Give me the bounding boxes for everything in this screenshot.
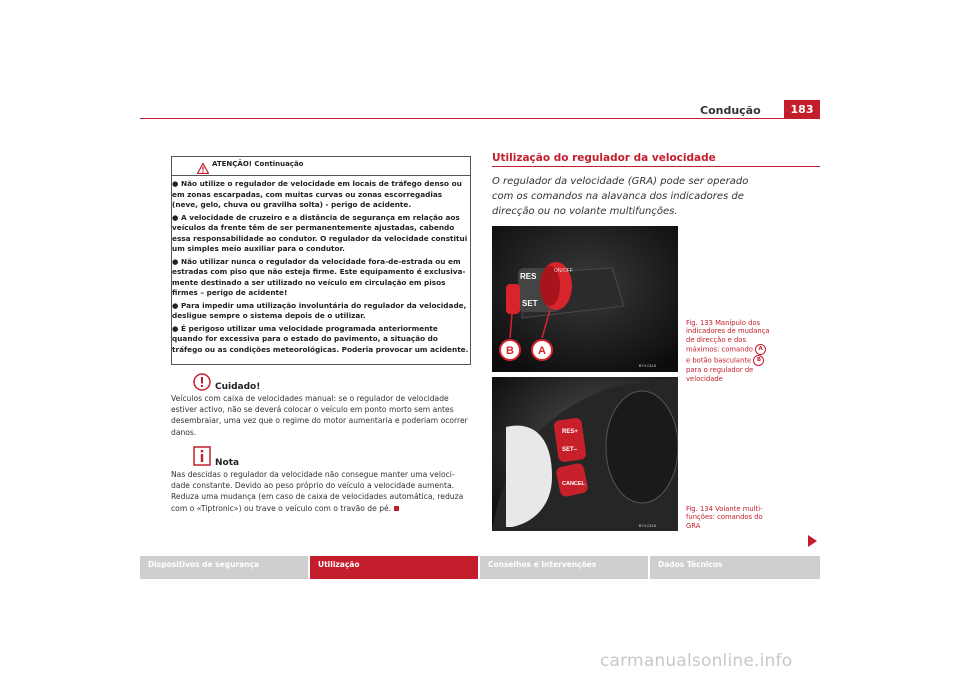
- end-of-section-mark: [394, 506, 399, 511]
- warning-item: ● A velocidade de cruzeiro e a distância de segurança em relação aos veículos da frente têm de ser permanentemente ajustadas, cabendo essa responsabilidade ao condutor. O regulador da velocidade constitui um simples meio auxiliar para o condutor.: [172, 212, 468, 253]
- stalk-onoff-label: ON/OFF: [554, 268, 573, 274]
- warning-list: [172, 179, 470, 357]
- callout-b-icon: B: [753, 355, 764, 366]
- warning-item: ● Não utilize o regulador de velocidade em locais de tráfego denso ou em zonas escarpadas, com muitas curvas ou zonas escorregadias (neve, gelo, chuva ou gravilha solta) - perigo de acidente.: [172, 179, 462, 209]
- section-heading-rule: [492, 166, 820, 167]
- watermark: carmanualsonline.info: [600, 651, 793, 671]
- wheel-cancel-label: CANCEL: [562, 481, 585, 487]
- figure-134-code: B7V-0116: [638, 523, 656, 528]
- figure-133-code: B7V-0115: [638, 363, 656, 368]
- warning-divider: [171, 175, 471, 176]
- caution-icon: [193, 373, 211, 395]
- figure-134-caption: Fig. 134 Volante multi-funções: comandos do GRA: [686, 505, 763, 530]
- tab-dispositivos-de-seguranca[interactable]: Dispositivos de segurança: [140, 556, 308, 579]
- figure-label-a: A: [538, 345, 546, 357]
- figure-label-b: B: [506, 345, 514, 357]
- warning-item: ● Para impedir uma utilização involuntária do regulador da velocidade, desligue sempre o sistema depois de o utilizar.: [172, 300, 467, 320]
- caution-title: Cuidado!: [215, 382, 261, 392]
- section-heading: Utilização do regulador da velocidade: [492, 152, 716, 164]
- note-text: Nas descidas o regulador da velocidade não consegue manter uma veloci-dade constante. Devido ao peso próprio do veículo a velocidade aumenta. Reduza uma mudança (em caso de caixa de velocidades automática, reduza com o «Tiptronic») ou trave o veículo com o travão de pé.: [171, 470, 464, 513]
- tab-utilizacao[interactable]: Utilização: [310, 556, 478, 579]
- stalk-set-label: SET: [522, 299, 538, 308]
- figure-133-caption: Fig. 133 Manípulo dos indicadores de mudança de direcção e dos máximos: comando A e botão basculante B para o regulador de velocidade: [686, 319, 770, 383]
- note-icon: [193, 446, 211, 470]
- warning-item: ● Não utilizar nunca o regulador da velocidade fora-de-estrada ou em estradas com piso que não esteja firme. Este equipamento é exclusiva-mente destinado a ser utilizado no veículo em circulação em pisos firmes – perigo de acidente!: [172, 256, 466, 297]
- stalk-res-label: RES: [520, 272, 537, 281]
- note-title: Nota: [215, 458, 240, 468]
- header-rule: [140, 118, 820, 119]
- page-number: 183: [784, 100, 820, 119]
- warning-item: ● É perigoso utilizar uma velocidade programada anteriormente quando for excessiva para o estado do pavimento, a situação do tráfego ou as condições meteorológicas. Poderia provocar um acidente.: [172, 323, 469, 354]
- caution-text: Veículos com caixa de velocidades manual: se o regulador de velocidade estiver activo, não se deverá colocar o veículo em ponto morto sem antes desembraiar, uma vez que o regime do motor aumentaria e poderiam ocorrer danos.: [171, 394, 468, 437]
- next-page-arrow-icon[interactable]: [808, 535, 817, 547]
- figure-134-wheel: [492, 377, 678, 531]
- chapter-title: Condução: [700, 104, 761, 117]
- figure-133-stalk: [492, 226, 678, 372]
- tab-dados-tecnicos[interactable]: Dados Técnicos: [650, 556, 820, 579]
- callout-a-icon: A: [755, 344, 766, 355]
- section-lead: O regulador da velocidade (GRA) pode ser operado com os comandos na alavanca dos indicadores de direcção ou no volante multifunções.: [492, 176, 749, 217]
- warning-title: ATENÇÃO! Continuação: [212, 160, 304, 168]
- tab-conselhos-e-intervencoes[interactable]: Conselhos e Intervenções: [480, 556, 648, 579]
- wheel-set-label: SET–: [562, 447, 578, 453]
- wheel-res-label: RES+: [562, 429, 578, 435]
